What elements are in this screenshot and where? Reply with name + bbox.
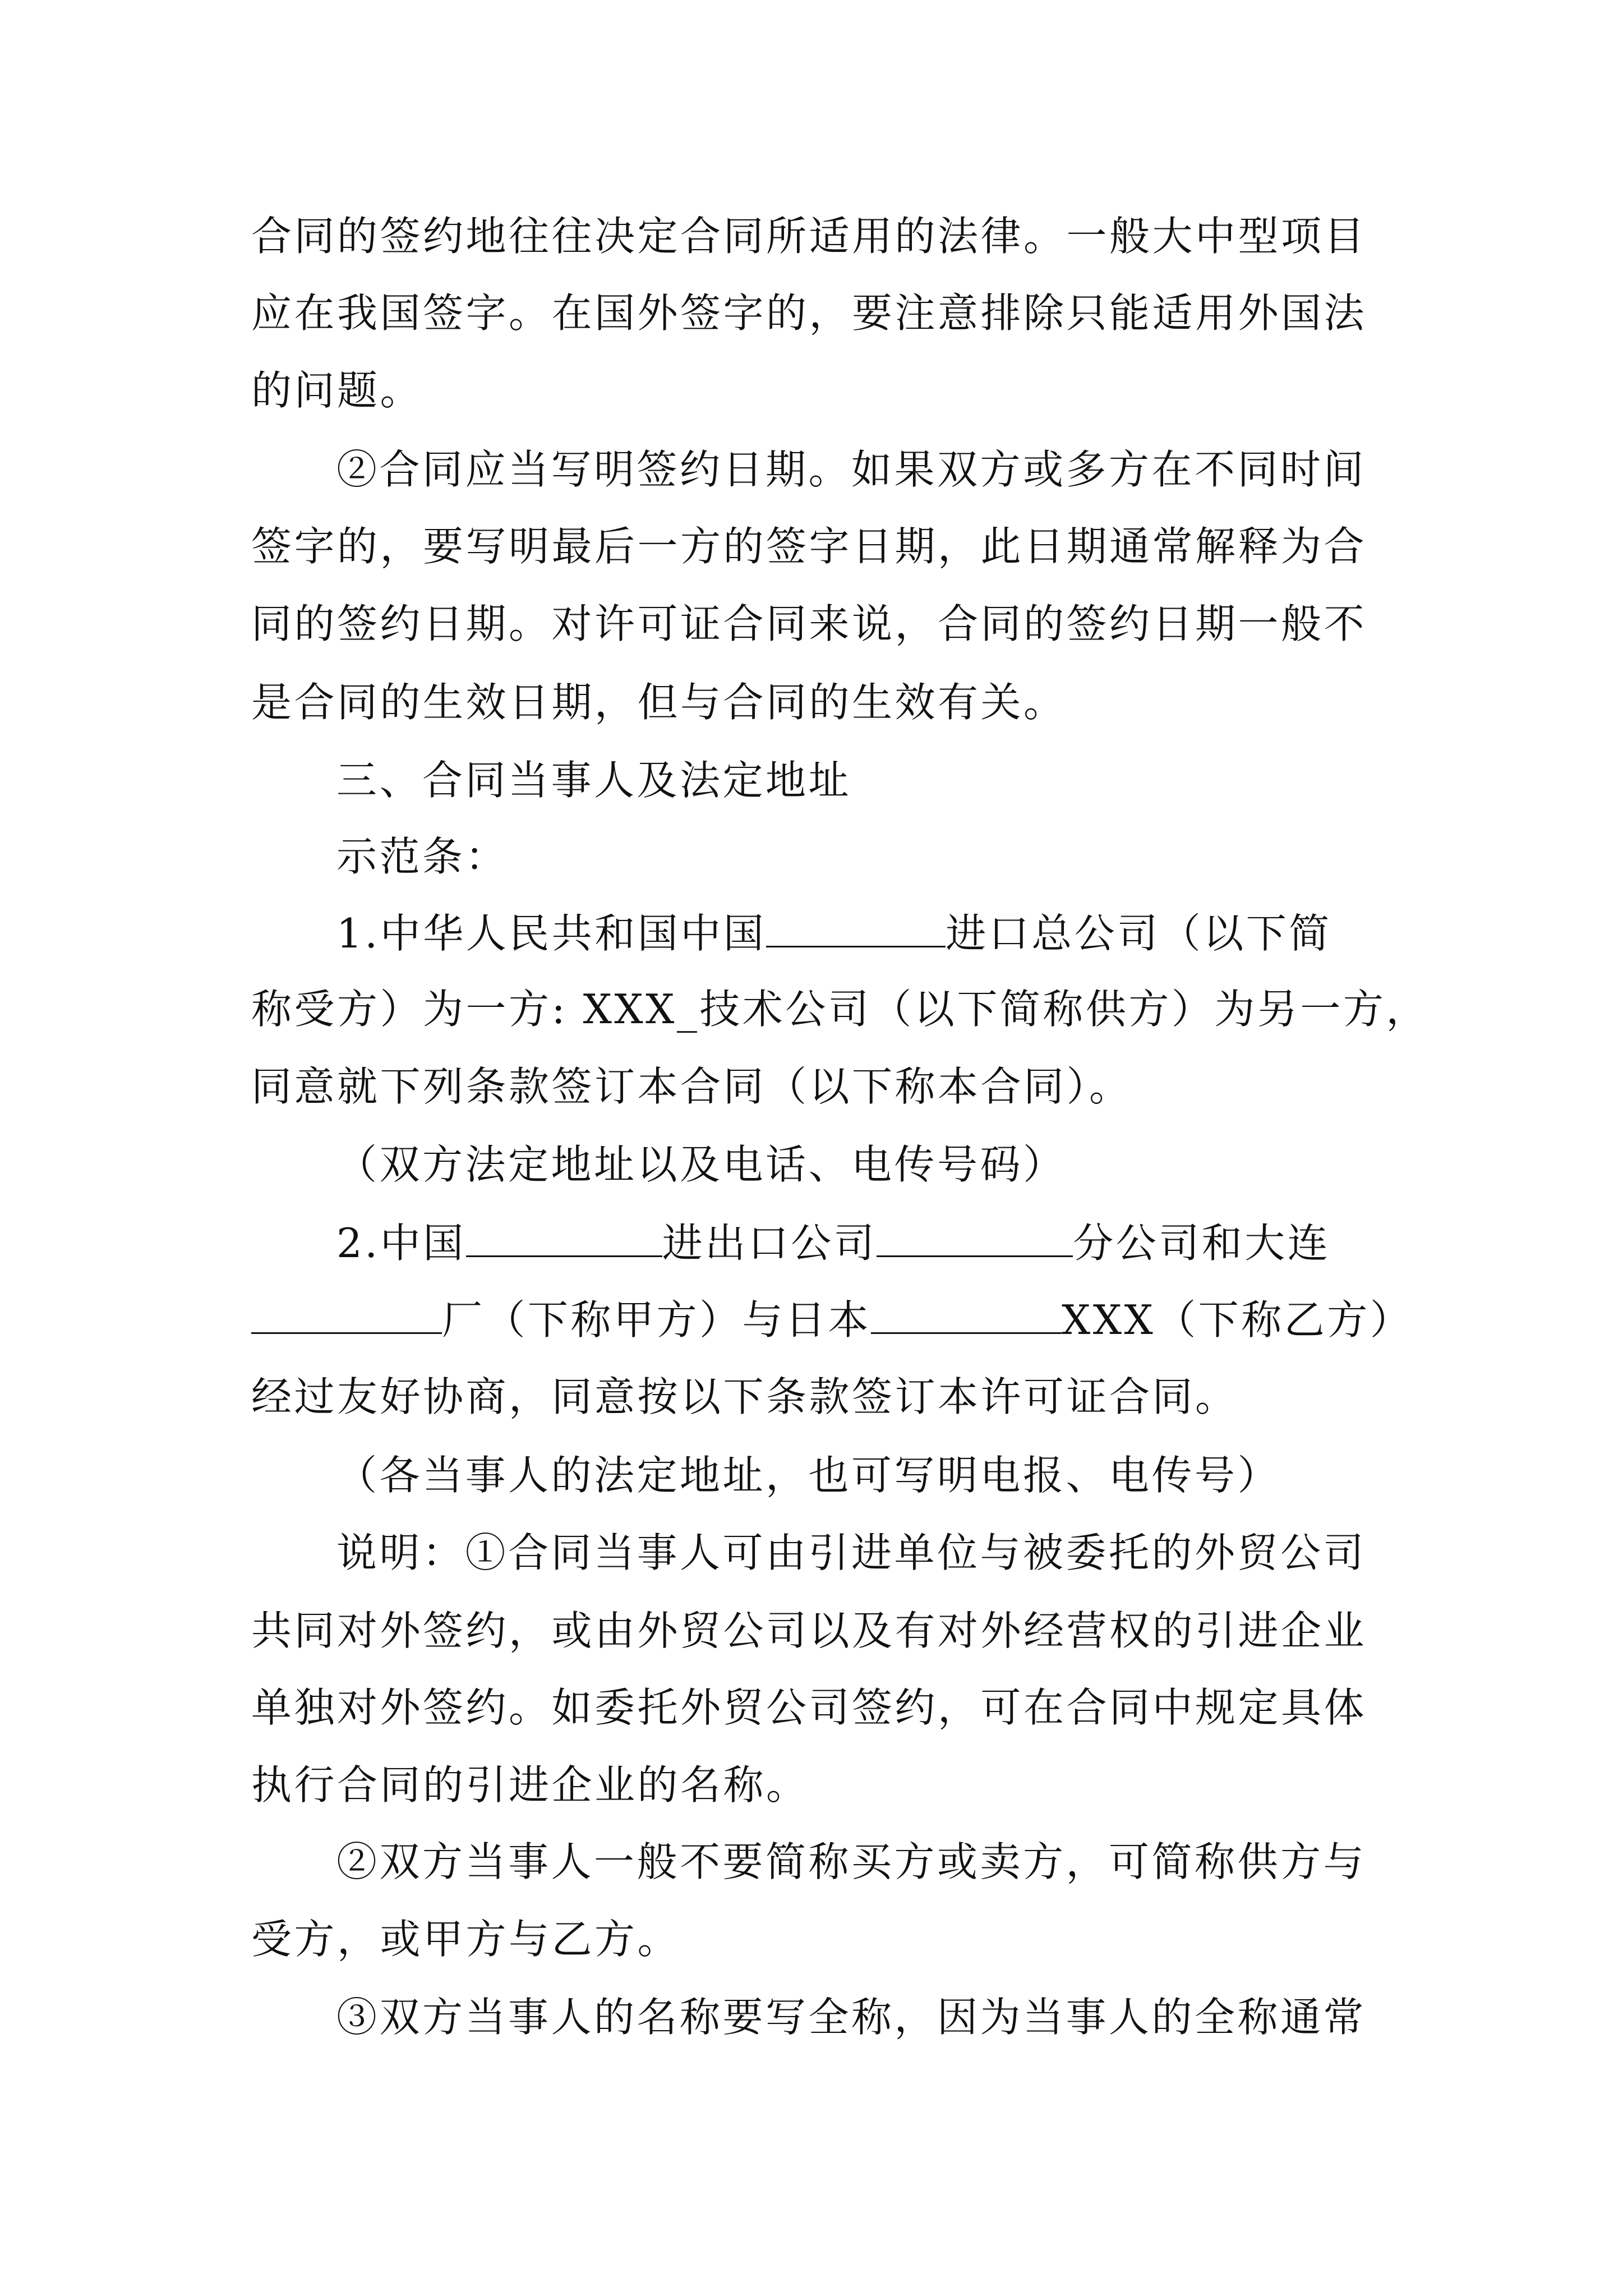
- fill-in-blank: [766, 909, 946, 947]
- body-text-line: 是合同的生效日期，但与合同的生效有关。: [251, 679, 1067, 726]
- text-segment: 厂（下称甲方）与日本: [442, 1296, 872, 1343]
- clause-line: [251, 1289, 1413, 1351]
- text-segment: 1.中华人民共和国中国: [336, 910, 767, 957]
- text-segment: 进出口公司: [662, 1220, 877, 1267]
- fill-in-blank: [877, 1218, 1073, 1257]
- body-text-line: 同的签约日期。对许可证合同来说，合同的签约日期一般不: [251, 600, 1367, 647]
- section-heading: 三、合同当事人及法定地址: [336, 757, 852, 804]
- text-segment: 进口总公司（以下简: [946, 910, 1332, 957]
- clause-line: [336, 903, 1332, 964]
- parenthetical-note: （各当事人的法定地址，也可写明电报、电传号）: [336, 1452, 1281, 1499]
- paragraph-first-line: ③双方当事人的名称要写全称，因为当事人的全称通常: [336, 1994, 1367, 2041]
- paragraph-first-line: 说明：①合同当事人可由引进单位与被委托的外贸公司: [336, 1529, 1367, 1576]
- body-text-line: 经过友好协商，同意按以下条款签订本许可证合同。: [251, 1373, 1238, 1420]
- body-text-line: 合同的签约地往往决定合同所适用的法律。一般大中型项目: [251, 213, 1367, 260]
- paragraph-first-line: ②双方当事人一般不要简称买方或卖方，可简称供方与: [336, 1838, 1367, 1885]
- fill-in-blank: [466, 1218, 662, 1257]
- fill-in-blank: [871, 1295, 1062, 1334]
- body-text-line: 执行合同的引进企业的名称。: [251, 1761, 809, 1809]
- parenthetical-note: （双方法定地址以及电话、电传号码）: [336, 1141, 1066, 1188]
- fill-in-blank: [251, 1295, 442, 1334]
- body-text-line: 单独对外签约。如委托外贸公司签约，可在合同中规定具体: [251, 1684, 1367, 1731]
- paragraph-first-line: ②合同应当写明签约日期。如果双方或多方在不同时间: [336, 446, 1367, 493]
- body-text-line: 应在我国签字。在国外签字的，要注意排除只能适用外国法: [251, 289, 1367, 337]
- text-segment: XXX（下称乙方）: [1062, 1296, 1413, 1343]
- text-segment: 分公司和大连: [1073, 1220, 1331, 1267]
- body-text-line: 受方，或甲方与乙方。: [251, 1916, 681, 1963]
- body-text-line: 共同对外签约，或由外贸公司以及有对外经营权的引进企业: [251, 1607, 1367, 1654]
- body-text-line: 同意就下列条款签订本合同（以下称本合同）。: [251, 1063, 1132, 1110]
- text-segment: 2.中国: [336, 1220, 466, 1267]
- body-text-line: 的问题。: [251, 367, 423, 414]
- body-text-line: 称受方）为一方: XXX_技术公司（以下简称供方）为另一方，: [251, 986, 1429, 1033]
- body-text-line: 签字的，要写明最后一方的签字日期，此日期通常解释为合: [251, 523, 1367, 570]
- example-label: 示范条：: [336, 833, 509, 880]
- clause-line: [336, 1212, 1330, 1274]
